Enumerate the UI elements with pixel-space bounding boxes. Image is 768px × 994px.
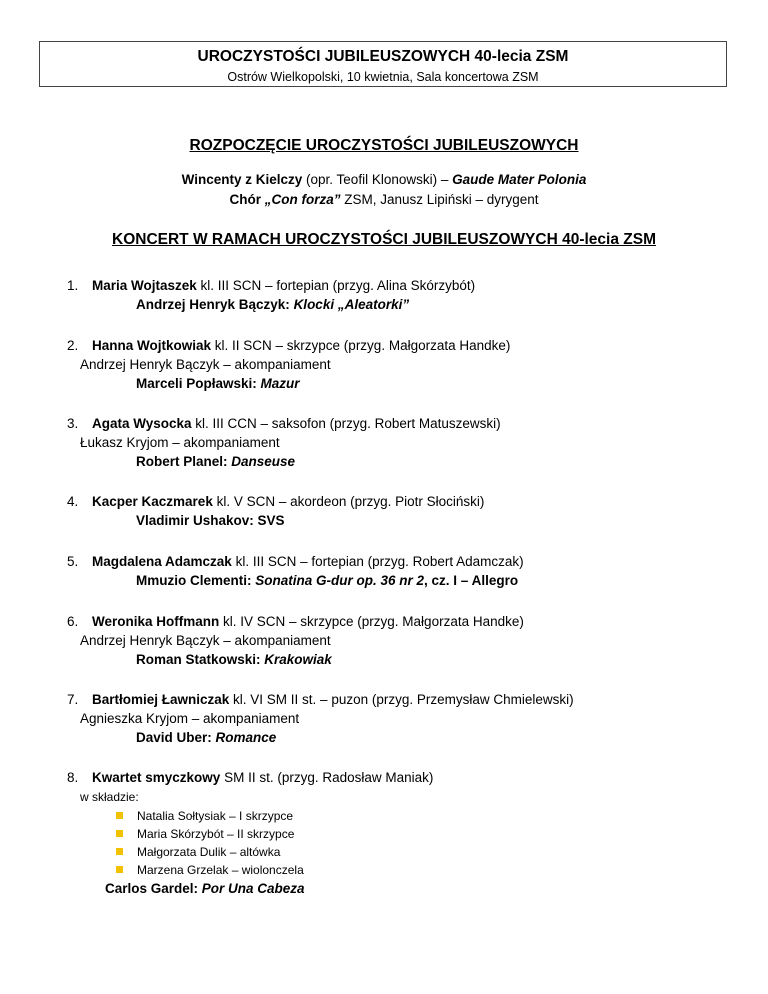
opening-arranger: (opr. Teofil Klonowski) – — [302, 172, 453, 187]
square-bullet-icon — [116, 848, 123, 855]
opening-choir: Chór — [229, 192, 265, 207]
member-name: Maria Skórzybót – II skrzypce — [137, 827, 295, 841]
program-item — [67, 552, 727, 590]
item-details: kl. IV SCN – skrzypce (przyg. Małgorzata Handke) — [219, 614, 524, 629]
concert-title: KONCERT W RAMACH UROCZYSTOŚCI JUBILEUSZOWYCH 40-lecia ZSM — [112, 231, 656, 248]
item-composer: Roman Statkowski: — [136, 652, 265, 667]
header-title: UROCZYSTOŚCI JUBILEUSZOWYCH 40-lecia ZSM — [197, 48, 569, 65]
opening-line-2 — [0, 192, 768, 207]
item-number: 8. — [67, 770, 79, 785]
member-name: Natalia Sołtysiak – I skrzypce — [137, 809, 294, 823]
item-details: kl. III SCN – fortepian (przyg. Alina Skórzybót) — [196, 278, 476, 293]
member-name: Marzena Grzelak – wiolonczela — [137, 863, 304, 877]
square-bullet-icon — [116, 866, 123, 873]
item-composer: Robert Planel: — [136, 454, 232, 469]
item-performer: Weronika Hoffmann — [92, 614, 220, 629]
item-piece — [67, 650, 727, 669]
item-performer: Bartłomiej Ławniczak — [92, 692, 230, 707]
item-work: Danseuse — [231, 454, 296, 469]
item-work: Sonatina G-dur op. 36 nr 2 — [255, 573, 425, 588]
item-performer: Agata Wysocka — [92, 416, 192, 431]
program-item — [67, 414, 727, 471]
item-piece — [67, 295, 727, 314]
program-item-quartet — [67, 768, 727, 898]
item-work: Por Una Cabeza — [201, 881, 305, 896]
opening-title: ROZPOCZĘCIE UROCZYSTOŚCI JUBILEUSZOWYCH — [189, 137, 579, 154]
header-subtitle: Ostrów Wielkopolski, 10 kwietnia, Sala koncertowa ZSM — [227, 70, 539, 84]
item-accompanist: Andrzej Henryk Bączyk – akompaniament — [80, 633, 331, 648]
item-details: kl. VI SM II st. – puzon (przyg. Przemysław Chmielewski) — [229, 692, 574, 707]
item-composer: Carlos Gardel: — [105, 881, 202, 896]
quartet-member — [67, 825, 727, 843]
item-performer: Kacper Kaczmarek — [92, 494, 213, 509]
opening-composer: Wincenty z Kielczy — [181, 172, 303, 187]
item-composer: Mmuzio Clementi: — [136, 573, 256, 588]
member-name: Małgorzata Dulik – altówka — [137, 845, 281, 859]
item-details: kl. III CCN – saksofon (przyg. Robert Matuszewski) — [191, 416, 501, 431]
item-accompanist: Agnieszka Kryjom – akompaniament — [80, 711, 300, 726]
quartet-member — [67, 861, 727, 879]
item-number: 3. — [67, 416, 79, 431]
program-item — [67, 276, 727, 314]
item-details: kl. III SCN – fortepian (przyg. Robert Adamczak) — [231, 554, 524, 569]
opening-line-1 — [0, 172, 768, 187]
item-work: Krakowiak — [264, 652, 332, 667]
item-number: 1. — [67, 278, 79, 293]
item-details: kl. II SCN – skrzypce (przyg. Małgorzata Handke) — [211, 338, 511, 353]
item-piece — [67, 728, 727, 747]
item-composer: Vladimir Ushakov: SVS — [136, 513, 285, 528]
opening-work: Gaude Mater Polonia — [452, 172, 587, 187]
item-performer: Magdalena Adamczak — [92, 554, 232, 569]
item-number: 2. — [67, 338, 79, 353]
item-composer: David Uber: — [136, 730, 216, 745]
program-item — [67, 690, 727, 747]
square-bullet-icon — [116, 812, 123, 819]
item-piece — [67, 571, 727, 590]
item-work: Klocki „Aleatorki” — [293, 297, 410, 312]
item-composer: Marceli Popławski: — [136, 376, 261, 391]
header-box — [39, 41, 727, 87]
item-performer: Maria Wojtaszek — [92, 278, 197, 293]
item-details: SM II st. (przyg. Radosław Maniak) — [220, 770, 434, 785]
item-work-suffix: , cz. I – Allegro — [424, 573, 519, 588]
item-number: 5. — [67, 554, 79, 569]
quartet-member — [67, 843, 727, 861]
quartet-member — [67, 807, 727, 825]
item-piece — [67, 879, 727, 898]
program-item — [67, 492, 727, 530]
item-number: 4. — [67, 494, 79, 509]
item-accompanist: Andrzej Henryk Bączyk – akompaniament — [80, 357, 331, 372]
square-bullet-icon — [116, 830, 123, 837]
item-piece — [67, 452, 727, 471]
program-item — [67, 336, 727, 393]
opening-choir-name: „Con forza” — [264, 192, 341, 207]
item-piece — [67, 374, 727, 393]
item-number: 6. — [67, 614, 79, 629]
item-number: 7. — [67, 692, 79, 707]
item-performer: Hanna Wojtkowiak — [92, 338, 212, 353]
item-composer: Andrzej Henryk Bączyk: — [136, 297, 294, 312]
item-details: kl. V SCN – akordeon (przyg. Piotr Słociński) — [212, 494, 485, 509]
item-accompanist: Łukasz Kryjom – akompaniament — [80, 435, 280, 450]
program-item — [67, 612, 727, 669]
composition-label: w składzie: — [80, 790, 139, 804]
item-piece — [67, 511, 727, 530]
item-work: Mazur — [260, 376, 300, 391]
item-work: Romance — [215, 730, 277, 745]
opening-choir-rest: ZSM, Janusz Lipiński – dyrygent — [340, 192, 539, 207]
item-performer: Kwartet smyczkowy — [92, 770, 221, 785]
